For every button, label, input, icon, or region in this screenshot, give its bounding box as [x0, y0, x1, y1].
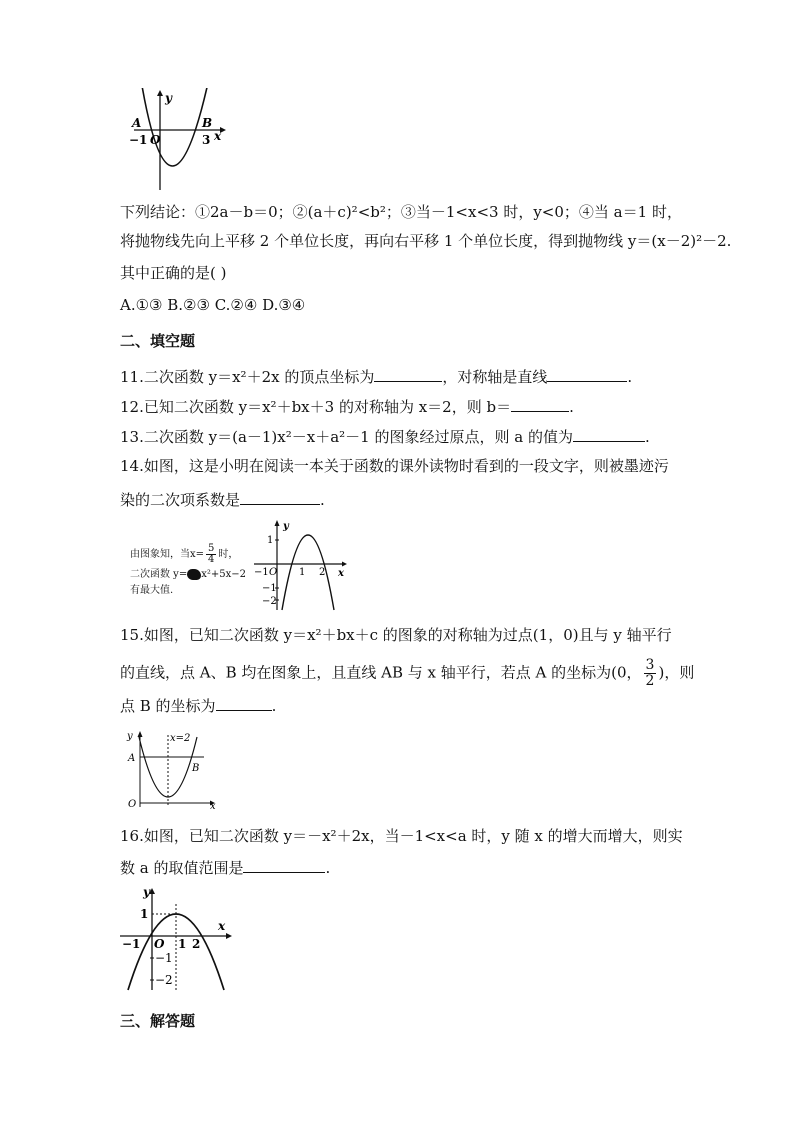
- q13: [120, 426, 650, 447]
- x-axis-arrow: [342, 562, 347, 567]
- q16-blank[interactable]: [243, 857, 325, 873]
- label-one: 1: [178, 937, 187, 951]
- parabola-curve: [140, 88, 213, 166]
- q15-text-line3-b: .: [271, 697, 277, 715]
- q10-text-line1: 下列结论：①2a－b＝0；②(a＋c)²<b²；③当－1<x<3 时，y<0；④当 a＝1 时，: [120, 203, 682, 221]
- q15-text-line2-b: )，则: [658, 663, 695, 682]
- q11-text-a: 11.二次函数 y＝x²＋2x 的顶点坐标为: [120, 368, 375, 386]
- label-x: x: [214, 129, 222, 143]
- q11-text-c: .: [627, 368, 633, 386]
- y-axis-arrow: [138, 731, 143, 737]
- q10-text-line3: 其中正确的是( ): [120, 264, 227, 282]
- q15-fraction: [644, 658, 657, 689]
- label-origin: O: [128, 799, 137, 810]
- q16-text-line2-b: .: [325, 859, 331, 877]
- label-y-one: 1: [140, 907, 149, 921]
- q14-blank[interactable]: [240, 489, 320, 505]
- label-point-a: A: [128, 753, 136, 764]
- q14-note-line3: 有最大值.: [130, 585, 174, 596]
- q14-note-frac-num: 5: [208, 543, 215, 554]
- q14-text-line2-a: 染的二次项系数是: [120, 491, 241, 509]
- q14-note-line2-a: 二次函数 y=: [130, 569, 188, 580]
- q15-blank[interactable]: [216, 695, 272, 711]
- label-axis-x2: x=2: [170, 733, 191, 744]
- label-y: y: [127, 731, 133, 742]
- q15-text-line2: [120, 658, 694, 689]
- label-point-a: A: [132, 116, 142, 130]
- label-three: 3: [202, 133, 211, 147]
- label-one: 1: [299, 567, 306, 578]
- label-x: x: [210, 801, 216, 812]
- label-y: y: [165, 91, 172, 105]
- q14-text-line2: [120, 489, 325, 510]
- q12-blank[interactable]: [511, 396, 569, 412]
- q14-note-line1-b: 时，: [218, 549, 239, 560]
- label-origin: O: [154, 937, 165, 951]
- q13-blank[interactable]: [573, 426, 645, 442]
- q12-text-b: .: [569, 398, 574, 416]
- figure-q16-parabola: [118, 884, 238, 994]
- label-two: 2: [319, 567, 326, 578]
- section-fill-in-title: 二、填空题: [120, 332, 196, 350]
- label-y: y: [143, 885, 150, 899]
- ink-blot-icon: [187, 569, 201, 580]
- q16-text-line2: [120, 857, 330, 878]
- label-x: x: [218, 919, 226, 933]
- q14-note-frac-den: 4: [208, 554, 215, 565]
- label-point-b: B: [192, 763, 200, 774]
- q16-text-line1: 16.如图，已知二次函数 y＝－x²＋2x，当－1<x<a 时，y 随 x 的增大而增大，则实: [120, 827, 683, 845]
- q15-frac-den: 2: [645, 673, 655, 689]
- q12-text-a: 12.已知二次函数 y＝x²＋bx＋3 的对称轴为 x＝2，则 b＝: [120, 398, 512, 416]
- q10-text-line2: 将抛物线先向上平移 2 个单位长度，再向右平移 1 个单位长度，得到抛物线 y＝(x－2)²－2.: [120, 232, 732, 250]
- q14-note-fraction: [206, 544, 216, 565]
- label-y-minus-one: −1: [262, 583, 277, 594]
- figure-q10-parabola: [128, 88, 228, 193]
- label-point-b: B: [202, 116, 213, 130]
- x-axis-arrow: [226, 933, 232, 939]
- q15-frac-num: 3: [645, 657, 655, 673]
- label-origin: O: [269, 567, 278, 578]
- label-origin: O: [150, 133, 161, 147]
- q11-blank-axis[interactable]: [547, 366, 627, 382]
- q13-text-a: 13.二次函数 y＝(a－1)x²－x＋a²－1 的图象经过原点，则 a 的值为: [120, 428, 573, 446]
- figure-q15-parabola: [124, 727, 224, 812]
- label-x: x: [338, 568, 344, 579]
- q14-note-line2: [130, 568, 246, 581]
- parabola-curve: [282, 535, 334, 610]
- label-minus-one: −1: [129, 133, 148, 147]
- y-axis-arrow: [157, 90, 163, 96]
- label-minus-one: −1: [122, 937, 141, 951]
- q15-text-line3: [120, 695, 276, 716]
- label-minus-one: −1: [254, 567, 269, 578]
- label-y-one: 1: [267, 535, 274, 546]
- q14-text-line2-b: .: [320, 491, 325, 509]
- figure-q14-parabola: [250, 518, 350, 613]
- q15-text-line1: 15.如图，已知二次函数 y＝x²＋bx＋c 的图象的对称轴为过点(1，0)且与 y 轴平行: [120, 626, 672, 644]
- q15-text-line2-a: 的直线，点 A、B 均在图象上，且直线 AB 与 x 轴平行，若点 A 的坐标为(0，: [120, 663, 642, 682]
- q14-note-line1: [130, 544, 238, 565]
- q14-note-line1-a: 由图象知，当x=: [130, 549, 205, 560]
- q13-text-b: .: [644, 428, 650, 446]
- label-y-minus-two: −2: [262, 596, 277, 607]
- q14-text-line1: 14.如图，这是小明在阅读一本关于函数的课外读物时看到的一段文字，则被墨迹污: [120, 457, 669, 475]
- q12: [120, 396, 574, 417]
- section-answer-title: 三、解答题: [120, 1012, 196, 1030]
- label-y-minus-one: −1: [155, 951, 173, 965]
- q14-note-line2-b: x²+5x−2: [201, 569, 246, 580]
- q16-text-line2-a: 数 a 的取值范围是: [120, 859, 244, 877]
- q15-text-line3-a: 点 B 的坐标为: [120, 697, 216, 715]
- q11-blank-vertex[interactable]: [374, 366, 442, 382]
- q10-options: A.①③ B.②③ C.②④ D.③④: [120, 296, 306, 314]
- label-y: y: [283, 521, 289, 532]
- q11-text-b: ，对称轴是直线: [442, 368, 548, 386]
- y-axis-arrow: [275, 520, 280, 526]
- label-y-minus-two: −2: [155, 973, 173, 987]
- label-two: 2: [192, 937, 201, 951]
- q14-book-note: [130, 540, 250, 610]
- q11: [120, 366, 632, 387]
